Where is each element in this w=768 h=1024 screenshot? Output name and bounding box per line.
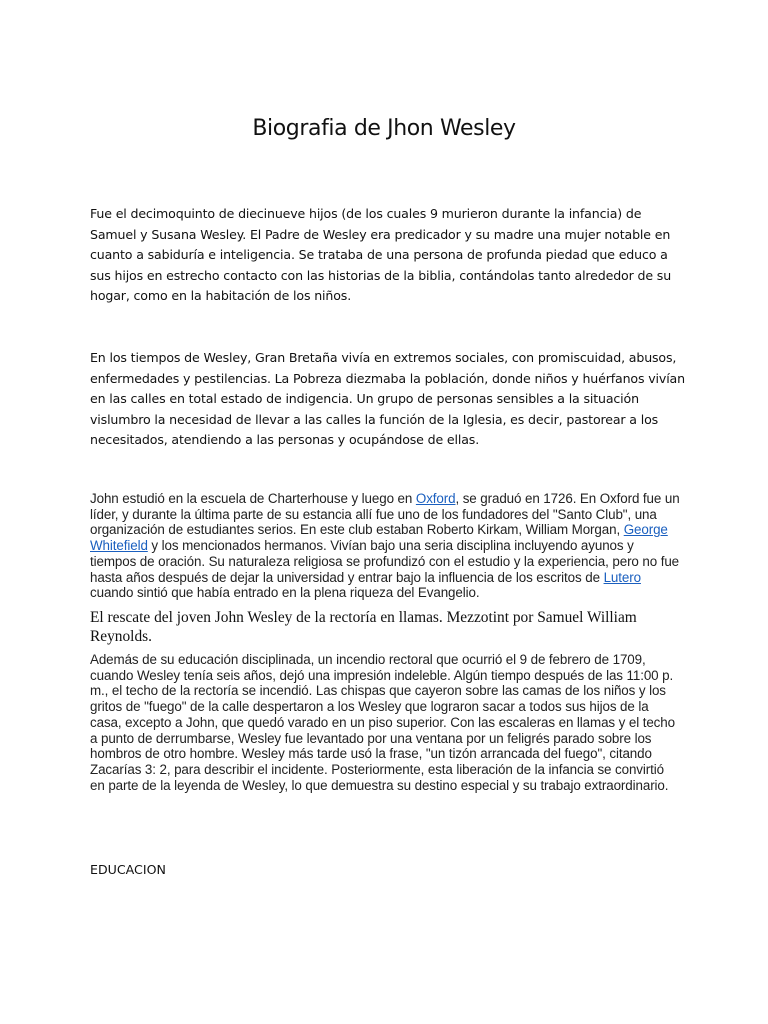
link-lutero[interactable]: Lutero [603,569,641,585]
paragraph-family: Fue el decimoquinto de diecinueve hijos (de los cuales 9 murieron durante la infancia) de Samuel y Susana Wesley. El Padre de Wesley era predicador y su madre una mujer notable en cuanto a sabiduría e inteligencia. Se trataba de una persona de profunda piedad que educo a sus hijos en estrecho contacto con las historias de la biblia, contándolas tanto alrededor de su hogar, como en la habitación de los niños. [90,206,672,304]
paragraph-text: John estudió en la escuela de Charterhouse y luego en [90,491,416,506]
paragraph-text: y los mencionados hermanos. Vivían bajo una seria disciplina incluyendo ayunos y tiempos de oración. Su naturaleza religiosa se profundizó con el estudio y la experiencia, pero no fue hasta años después de dejar la universidad y entrar bajo la influencia de los escritos de [90,538,680,585]
image-caption: El rescate del joven John Wesley de la rectoría en llamas. Mezzotint por Samuel William Reynolds. [90,609,637,645]
paragraph-social-context: En los tiempos de Wesley, Gran Bretaña vivía en extremos sociales, con promiscuidad, abusos, enfermedades y pestilencias. La Pobreza diezmaba la población, donde niños y huérfanos vivían en las calles en total estado de indigencia. Un grupo de personas sensibles a la situación vislumbro la necesidad de llevar a las calles la función de la Iglesia, es decir, pastorear a los necesitados, atendiendo a las personas y ocupándose de ellas. [90,350,685,448]
paragraph-text: , se graduó en 1726. En Oxford fue un líder, y durante la última parte de su estancia allí fue uno de los fundadores del "Santo Club", una organización de estudiantes serios. En este club estaban Roberto Kirkam, William Morgan, [90,491,680,538]
section-heading-education: EDUCACION [90,862,166,877]
paragraph-education-oxford [90,491,682,601]
paragraph-text: cuando sintió que había entrado en la plena riqueza del Evangelio. [90,585,480,601]
link-oxford[interactable]: Oxford [415,491,456,506]
document-title: Biografia de Jhon Wesley [252,116,516,141]
link-george-whitefield[interactable]: George Whitefield [90,522,668,554]
paragraph-rectory-fire: Además de su educación disciplinada, un incendio rectoral que ocurrió el 9 de febrero de 1709, cuando Wesley tenía seis años, dejó una impresión indeleble. Algún tiempo después de las 11:00 p. m., el techo de la rectoría se incendió. Las chispas que cayeron sobre las camas de los niños y los gritos de "fuego" de la calle despertaron a los Wesley que lograron sacar a todos sus hijos de la casa, excepto a John, que quedó varado en un piso superior. Con las escaleras en llamas y el techo a punto de derrumbarse, Wesley fue levantado por una ventana por un feligrés parado sobre los hombros de otro hombre. Wesley más tarde usó la frase, "un tizón arrancada del fuego", citando Zacarías 3: 2, para describir el incidente. Posteriormente, esta liberación de la infancia se convirtió en parte de la leyenda de Wesley, lo que demuestra su destino especial y su trabajo extraordinario. [90,652,675,793]
